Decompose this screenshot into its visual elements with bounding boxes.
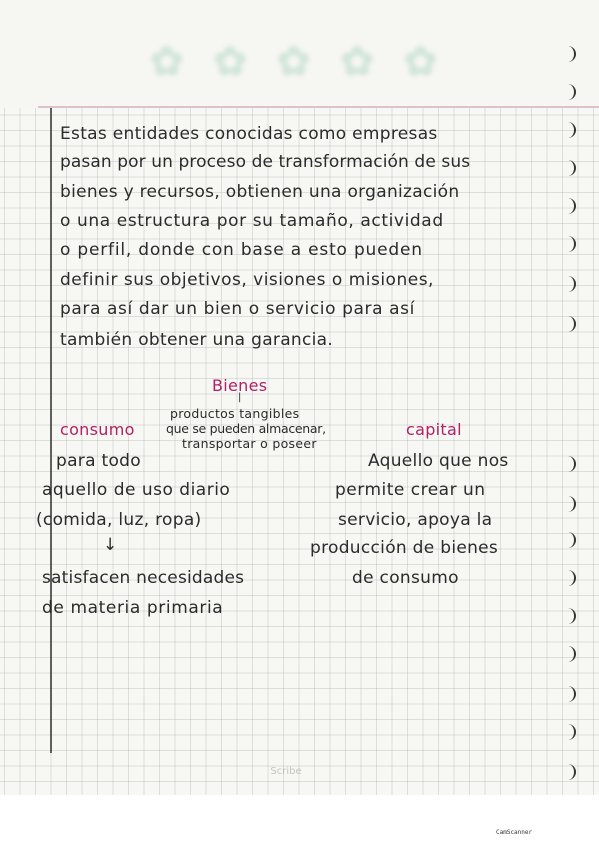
diagram-pointer: | bbox=[238, 392, 242, 403]
consumo-result: de materia primaria bbox=[42, 598, 224, 618]
top-margin-rule bbox=[38, 106, 599, 108]
capital-heading: capital bbox=[406, 420, 462, 439]
capital-line: Aquello que nos bbox=[368, 451, 509, 471]
capital-line: producción de bienes bbox=[310, 538, 499, 558]
paragraph-line: o una estructura por su tamaño, actividad bbox=[60, 211, 444, 231]
down-arrow-icon: ↓ bbox=[103, 535, 118, 555]
title-watermark: ✿ ✿ ✿ ✿ ✿ bbox=[150, 38, 446, 85]
consumo-line: para todo bbox=[56, 451, 141, 471]
binder-hole bbox=[560, 84, 576, 100]
definition-line: transportar o poseer bbox=[182, 436, 317, 451]
paragraph-line: o perfil, donde con base a esto pueden bbox=[60, 240, 423, 260]
capital-line: de consumo bbox=[352, 568, 459, 588]
binder-hole bbox=[560, 236, 576, 252]
binder-hole bbox=[560, 686, 576, 702]
binder-hole bbox=[560, 724, 576, 740]
binder-hole bbox=[560, 122, 576, 138]
binder-hole bbox=[560, 570, 576, 586]
binder-hole bbox=[560, 160, 576, 176]
binder-hole bbox=[560, 646, 576, 662]
consumo-result: satisfacen necesidades bbox=[42, 568, 245, 588]
consumo-line: aquello de uso diario bbox=[42, 480, 231, 500]
binder-hole bbox=[560, 456, 576, 472]
paragraph-line: definir sus objetivos, visiones o misiones, bbox=[60, 270, 434, 290]
definition-line: que se pueden almacenar, bbox=[166, 421, 326, 436]
consumo-heading: consumo bbox=[60, 420, 135, 439]
capital-line: permite crear un bbox=[335, 480, 486, 500]
paragraph-line: bienes y recursos, obtienen una organización bbox=[60, 182, 460, 202]
definition-line: productos tangibles bbox=[170, 406, 300, 421]
binder-hole bbox=[560, 764, 576, 780]
binder-hole bbox=[560, 276, 576, 292]
paper-brand-logo: Scribe bbox=[270, 766, 302, 777]
diagram-title: Bienes bbox=[212, 376, 268, 395]
paragraph-line: Estas entidades conocidas como empresas bbox=[60, 124, 438, 144]
paragraph-line: pasan por un proceso de transformación de sus bbox=[60, 152, 471, 172]
binder-hole bbox=[560, 316, 576, 332]
capital-line: servicio, apoya la bbox=[338, 510, 493, 530]
binder-hole bbox=[560, 46, 576, 62]
paragraph-line: para así dar un bien o servicio para así bbox=[60, 299, 415, 319]
binder-hole bbox=[560, 532, 576, 548]
scanner-watermark: CamScanner bbox=[496, 829, 533, 836]
left-margin-rule bbox=[50, 108, 52, 753]
binder-hole bbox=[560, 608, 576, 624]
binder-hole bbox=[560, 496, 576, 512]
paragraph-line: también obtener una garancia. bbox=[60, 330, 334, 350]
binder-hole bbox=[560, 198, 576, 214]
consumo-line: (comida, luz, ropa) bbox=[36, 510, 202, 530]
